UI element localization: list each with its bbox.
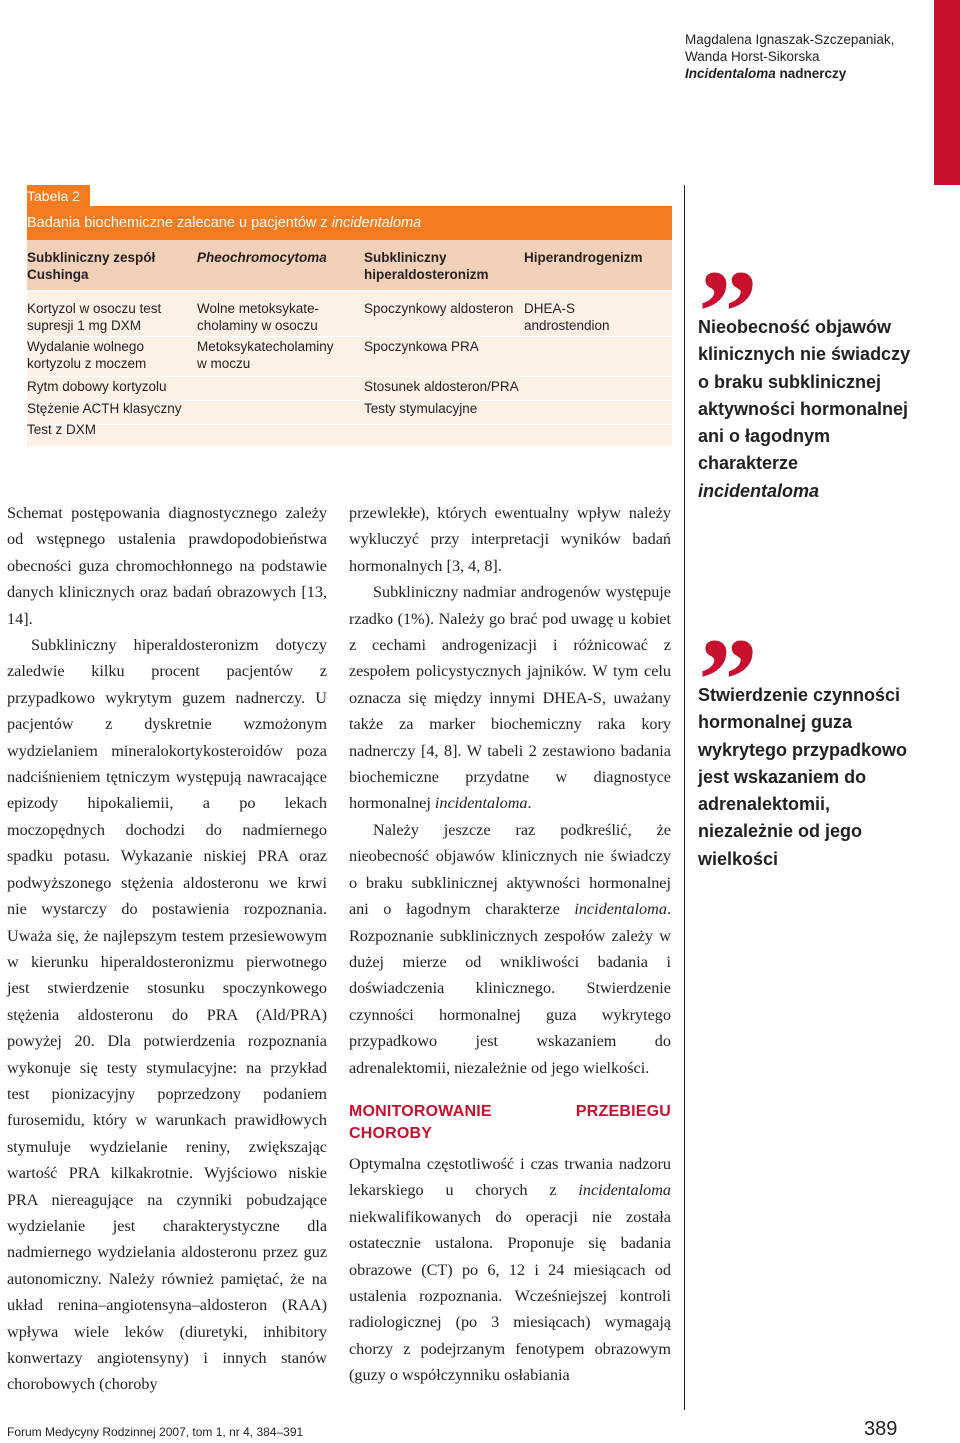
- quote-italic: incidentaloma: [698, 480, 820, 501]
- header-cushing: [27, 249, 155, 283]
- paragraph-text: Subkliniczny nadmiar androgenów występuje rzadko (1%). Należy go brać pod uwagę u kobiet z cechami androgenizacji i różnicować z zespołem policystycznych jajników. W tym celu oznacza się między innymi DHEA-S, uważany także za marker biochemiczny raka kory nadnerczy [4, 8]. W tabeli 2 zestawiono badania biochemiczne przydatne w diagnostyce hormonalnej: [349, 583, 671, 813]
- table-row: [27, 424, 672, 447]
- header-hyperaldo-line-2: hiperaldosteronizm: [364, 267, 489, 282]
- text-column-left: [7, 500, 327, 1398]
- header-authors-1: Magdalena Ignaszak-Szczepaniak,: [685, 32, 895, 47]
- header-title-rest: nadnerczy: [775, 66, 847, 81]
- paragraph: [349, 579, 671, 817]
- table-caption: [27, 206, 672, 240]
- cell-pheo-2: [197, 338, 334, 372]
- quote-text: Nieobecność objawów klinicznych nie świadczy o braku subklinicznej aktywności hormonalnej ani o łagodnym charakterze: [698, 317, 911, 474]
- cell-cushing-3: Rytm dobowy kortyzolu: [27, 379, 167, 394]
- table-body: [27, 290, 672, 446]
- cell-line: w moczu: [197, 356, 251, 371]
- paragraph: [349, 1151, 671, 1389]
- header-pheo: Pheochromocytoma: [197, 250, 327, 265]
- cell-line: Metoksykatecholaminy: [197, 339, 334, 354]
- paragraph: Subkliniczny hiperaldosteronizm dotyczy zaledwie kilku procent pacjentów z przypadkowo wykrytym guzem nadnerczy. U pacjentów z dyskretnie wzmożonym wydzielaniem mineralokortykosteroidów poza nadciśnieniem tętniczym występują nawracające epizody hipokaliemii, a po lekach moczopędnych dochodzi do nadmiernego spadku potasu. Wykazanie niskiej PRA oraz podwyższonego stężenia aldosteronu we krwi nie wystarczy do postawienia rozpoznania. Uważa się, że najlepszym testem przesiewowym w kierunku hiperaldosteronizmu pierwotnego jest stwierdzenie stosunku spoczynkowego stężenia aldosteronu do PRA (Ald/PRA) powyżej 20. Dla potwierdzenia rozpoznania wykonuje się testy stymulacyjne: na przykład test pionizacyjny poprzedzony podaniem furosemidu, który w warunkach prawidłowych stymuluje wydzielanie reniny, zwiększając wartość PRA kilkakrotnie. Wyjściowo niskie PRA niereagujące na czynniki pobudzające wydzielanie jest charakterystyczne dla nadmiernego wydzielania aldosteronu przez guz autonomiczny. Należy również pamiętać, że na układ renina–angiotensyna–aldosteron (RAA) wpływa wiele leków (diuretyki, inhibitory konwertazy angiotensyny) i innych stanów chorobowych (choroby: [7, 636, 327, 1394]
- cell-line: kortyzolu z moczem: [27, 356, 147, 371]
- cell-line: androstendion: [524, 318, 610, 333]
- cell-cushing-2: [27, 338, 146, 372]
- paragraph-italic: incidentaloma: [578, 1181, 671, 1200]
- text-column-right: [349, 500, 671, 1389]
- cell-hyperaldo-2: Spoczynkowa PRA: [364, 339, 479, 354]
- paragraph-text: Należy jeszcze raz podkreślić, że nieobecność objawów klinicznych nie świadczy o braku subklinicznej aktywności hormonalnej ani o łagodnym charakterze: [349, 820, 671, 919]
- paragraph: przewlekłe), których ewentualny wpływ należy wykluczyć przy interpretacji wyników badań hormonalnych [3, 4, 8].: [349, 504, 671, 575]
- section-heading: MONITOROWANIE PRZEBIEGU CHOROBY: [349, 1102, 671, 1142]
- paragraph: [349, 817, 671, 1081]
- red-corner-bar: [934, 0, 960, 185]
- header-hyperaldo: [364, 249, 489, 283]
- pull-quote-1: [698, 314, 918, 505]
- paragraph-text: niekwalifikowanych do operacji nie została ostatecznie ustalona. Proponuje się badania obrazowe (CT) po 6, 12 i 24 miesiącach od ustalenia rozpoznania. Wcześniejszej kontroli radiologicznej (po 3 miesiącach) wymagają chorzy z podejrzanym fenotypem obrazowym (guzy o współczynniku osłabiania: [349, 1207, 671, 1385]
- cell-cushing-4: Stężenie ACTH klasyczny: [27, 401, 182, 416]
- header-authors-2: Wanda Horst-Sikorska: [685, 49, 820, 64]
- header-title: [685, 65, 925, 82]
- table-label: Tabela 2: [27, 185, 90, 207]
- cell-hyperaldo-1: Spoczynkowy aldosteron: [364, 301, 514, 316]
- header-cushing-line-1: Subkliniczny zespół: [27, 250, 156, 265]
- cell-line: supresji 1 mg DXM: [27, 318, 142, 333]
- paragraph-text: .: [527, 794, 532, 813]
- column-divider: [684, 185, 685, 1410]
- cell-line: Wydalanie wolnego: [27, 339, 144, 354]
- cell-pheo-1: [197, 300, 319, 334]
- paragraph-text: Optymalna częstotliwość i czas trwania nadzoru lekarskiego u chorych z: [349, 1154, 671, 1200]
- cell-line: cholaminy w osoczu: [197, 318, 318, 333]
- cell-androgen-1: [524, 300, 610, 334]
- quote-mark-icon: [698, 630, 758, 686]
- cell-line: Kortyzol w osoczu test: [27, 301, 162, 316]
- page-number: 389: [864, 1418, 898, 1440]
- table-header-row: [27, 240, 672, 290]
- cell-line: DHEA-S: [524, 301, 576, 316]
- paragraph-italic: incidentaloma: [434, 794, 528, 813]
- paragraph-italic: incidentaloma: [574, 900, 667, 919]
- quote-mark-icon: [698, 262, 758, 318]
- cell-hyperaldo-4: Testy stymulacyjne: [364, 401, 478, 416]
- pull-quote-2: Stwierdzenie czynności hormonalnej guza wykrytego przypadkowo jest wskazaniem do adrenalektomii, niezależnie od jego wielkości: [698, 685, 908, 869]
- cell-line: Wolne metoksykate-: [197, 301, 320, 316]
- header-title-italic: Incidentaloma: [685, 66, 776, 81]
- table-2: [27, 185, 672, 446]
- table-caption-text: Badania biochemiczne zalecane u pacjentów z: [27, 215, 332, 231]
- cell-hyperaldo-3: Stosunek aldosteron/PRA: [364, 379, 519, 394]
- header-cushing-line-2: Cushinga: [27, 267, 89, 282]
- paragraph: Schemat postępowania diagnostycznego zależy od wstępnego ustalenia prawdopodobieństwa obecności guza chromochłonnego na podstawie danych klinicznych oraz badań obrazowych [13, 14].: [7, 504, 327, 628]
- cell-cushing-1: [27, 300, 161, 334]
- paragraph-text: . Rozpoznanie subklinicznych zespołów zależy w dużej mierze od wnikliwości badania i doświadczenia klinicznego. Stwierdzenie czynności hormonalnej guza wykrytego przypadkowo jest wskazaniem do adrenalektomii, niezależnie od jego wielkości.: [349, 900, 671, 1077]
- cell-cushing-5: Test z DXM: [27, 422, 97, 437]
- running-header: [685, 31, 925, 82]
- header-hyperaldo-line-1: Subkliniczny: [364, 250, 447, 265]
- table-caption-italic: incidentaloma: [331, 215, 422, 231]
- header-androgen: Hiperandrogenizm: [524, 250, 643, 265]
- footer-citation: Forum Medycyny Rodzinnej 2007, tom 1, nr 4, 384–391: [7, 1425, 304, 1439]
